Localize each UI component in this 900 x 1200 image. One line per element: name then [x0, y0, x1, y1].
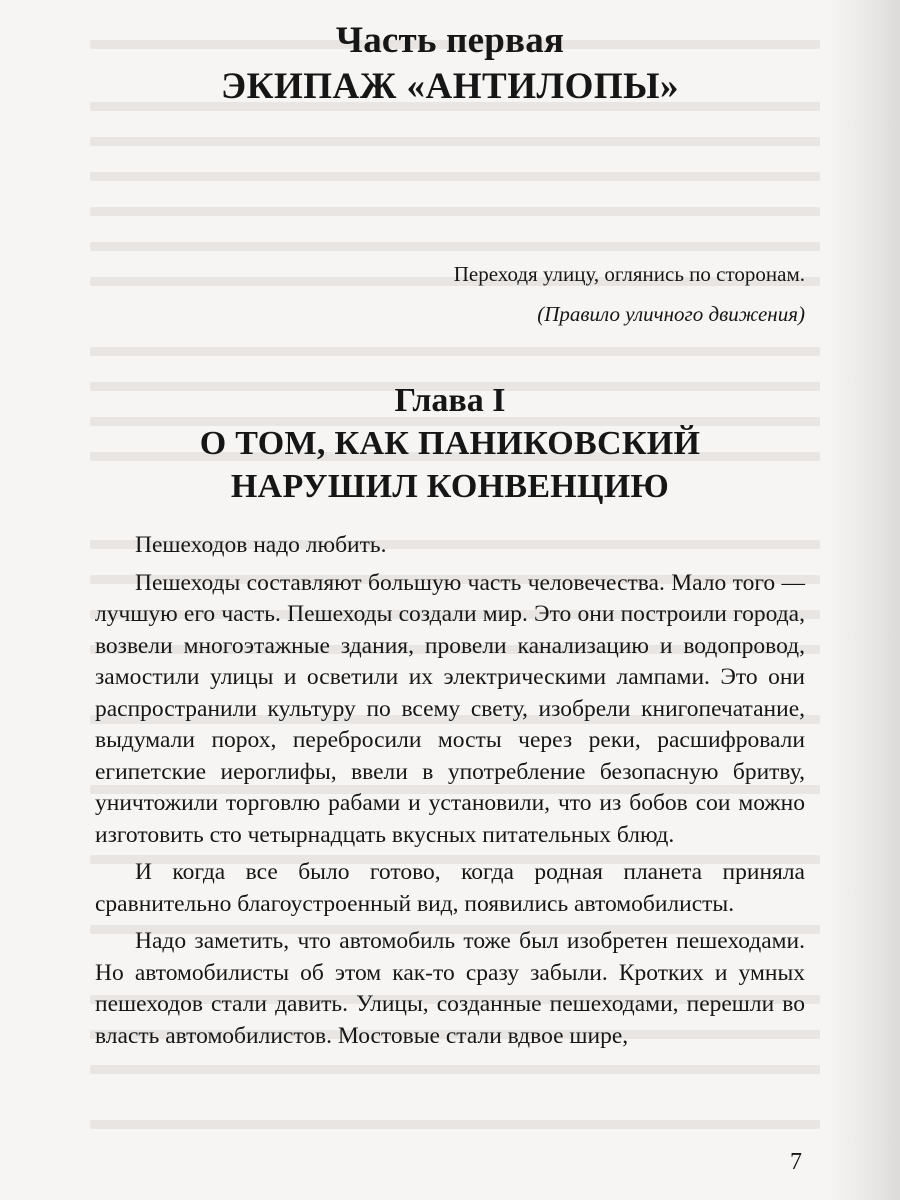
epigraph-source: (Правило уличного движения): [537, 302, 805, 326]
part-label: Часть первая: [335, 20, 565, 61]
page-content: [95, 18, 805, 1058]
epigraph-text: Переходя улицу, оглянись по сторонам.: [453, 262, 805, 286]
paragraph: Пешеходов надо любить.: [135, 532, 387, 558]
paragraph: Пешеходы составляют большую часть человечества. Мало того — лучшую его часть. Пешеходы создали мир. Это они построили города, возвели многоэтажные здания, провели канализацию и водопровод, замостили улицы и осветили их электрическими лампами. Это они распространили культуру по всему свету, изобрели книгопечатание, выдумали порох, перебросили мосты через реки, расшифровали египетские иероглифы, ввели в употребление безопасную бритву, уничтожили торговлю рабами и установили, что из бобов сои можно изготовить сто четырнадцать вкусных питательных блюд.: [95, 569, 805, 848]
chapter-title-line-2: НАРУШИЛ КОНВЕНЦИЮ: [230, 468, 670, 505]
chapter-body: [95, 530, 805, 1052]
page-edge-shadow: [830, 0, 900, 1200]
chapter-number: Глава I: [394, 382, 506, 419]
page-number: 7: [790, 1149, 802, 1175]
part-title: ЭКИПАЖ «АНТИЛОПЫ»: [221, 66, 679, 107]
chapter-title-line-1: О ТОМ, КАК ПАНИКОВСКИЙ: [199, 425, 701, 462]
paragraph: И когда все было готово, когда родная планета приняла сравнительно благоустроенный вид, появились автомобилисты.: [95, 859, 805, 917]
paragraph: Надо заметить, что автомобиль тоже был изобретен пешеходами. Но автомобилисты об этом как-то сразу забыли. Кротких и умных пешеходов стали давить. Улицы, созданные пешеходами, перешли во власть автомобилистов. Мостовые стали вдвое шире,: [95, 928, 805, 1049]
